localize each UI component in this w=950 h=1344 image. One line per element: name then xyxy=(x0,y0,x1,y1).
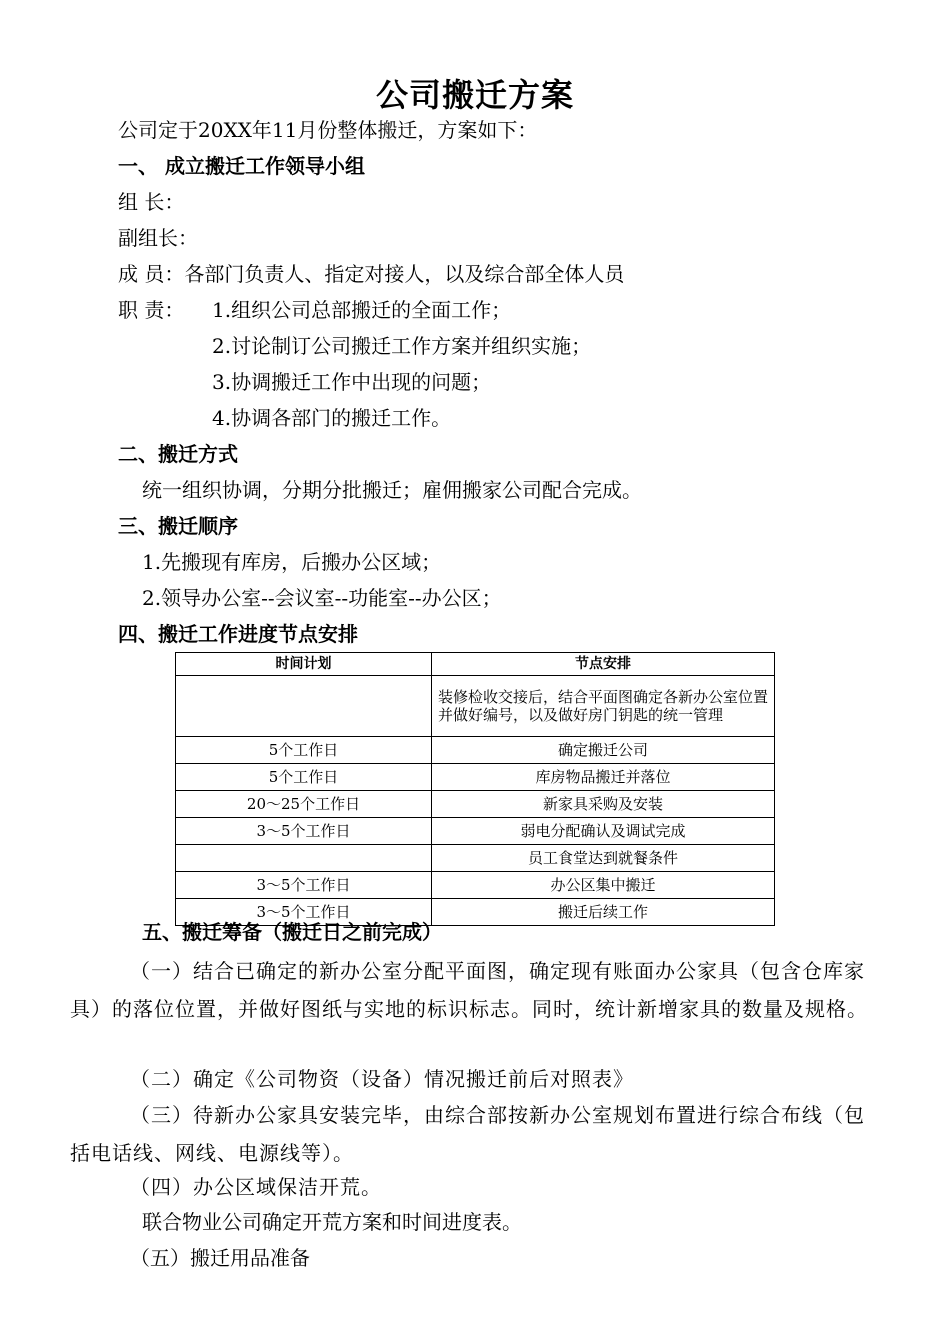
prep-paragraph-3: （三）待新办公家具安装完毕，由综合部按新办公室规划布置进行综合布线（包括电话线、网线、电源线等）。 xyxy=(70,1103,865,1165)
order-item: 1.先搬现有库房，后搬办公区域； xyxy=(142,550,442,574)
prep-paragraph-1: （一）结合已确定的新办公室分配平面图，确定现有账面办公家具（包含仓库家具）的落位位置，并做好图纸与实地的标识标志。同时，统计新增家具的数量及规格。 xyxy=(70,959,868,1021)
members-line: 成 员：各部门负责人、指定对接人，以及综合部全体人员 xyxy=(118,262,625,286)
prep-paragraph-2: （二）确定《公司物资（设备）情况搬迁前后对照表》 xyxy=(130,1067,634,1091)
time-cell: 3～5个工作日 xyxy=(176,899,432,926)
duty-item: 1.组织公司总部搬迁的全面工作； xyxy=(212,298,512,322)
section2-heading: 二、搬迁方式 xyxy=(118,442,238,466)
time-cell: 5个工作日 xyxy=(176,764,432,791)
duties-label: 职 责： xyxy=(118,298,185,322)
table-row xyxy=(176,764,775,791)
time-cell: 3～5个工作日 xyxy=(176,872,432,899)
duty-item: 4.协调各部门的搬迁工作。 xyxy=(212,406,452,430)
leader-line: 组 长： xyxy=(118,190,185,214)
table-header-row xyxy=(176,653,775,676)
table-row xyxy=(176,818,775,845)
task-cell: 办公区集中搬迁 xyxy=(432,872,775,899)
time-cell: 20～25个工作日 xyxy=(176,791,432,818)
task-cell: 确定搬迁公司 xyxy=(432,737,775,764)
section2-text: 统一组织协调，分期分批搬迁；雇佣搬家公司配合完成。 xyxy=(142,478,642,502)
task-cell: 搬迁后续工作 xyxy=(432,899,775,926)
task-cell: 新家具采购及安装 xyxy=(432,791,775,818)
time-cell xyxy=(176,845,432,872)
prep-paragraph-4-detail: 联合物业公司确定开荒方案和时间进度表。 xyxy=(142,1210,522,1234)
time-cell: 3～5个工作日 xyxy=(176,818,432,845)
order-item: 2.领导办公室--会议室--功能室--办公区； xyxy=(142,586,502,610)
task-cell: 员工食堂达到就餐条件 xyxy=(432,845,775,872)
table-row xyxy=(176,872,775,899)
time-cell: 5个工作日 xyxy=(176,737,432,764)
intro-text: 公司定于20XX年11月份整体搬迁，方案如下： xyxy=(118,118,538,142)
table-row xyxy=(176,791,775,818)
section5-heading: 五、搬迁筹备（搬迁日之前完成） xyxy=(142,920,442,944)
table-row xyxy=(176,737,775,764)
task-cell: 装修检收交接后，结合平面图确定各新办公室位置并做好编号，以及做好房门钥匙的统一管理 xyxy=(432,676,775,737)
section3-heading: 三、搬迁顺序 xyxy=(118,514,238,538)
prep-paragraph-5: （五）搬迁用品准备 xyxy=(130,1246,310,1270)
section4-heading: 四、搬迁工作进度节点安排 xyxy=(118,622,358,646)
duty-item: 2.讨论制订公司搬迁工作方案并组织实施； xyxy=(212,334,592,358)
task-cell: 库房物品搬迁并落位 xyxy=(432,764,775,791)
task-cell: 弱电分配确认及调试完成 xyxy=(432,818,775,845)
document-title: 公司搬迁方案 xyxy=(375,76,574,114)
duty-item: 3.协调搬迁工作中出现的问题； xyxy=(212,370,492,394)
deputy-line: 副组长： xyxy=(118,226,198,250)
table-row xyxy=(176,676,775,737)
schedule-table xyxy=(175,652,775,926)
header-time: 时间计划 xyxy=(176,653,432,676)
prep-paragraph-4: （四）办公区域保洁开荒。 xyxy=(130,1175,382,1199)
header-task: 节点安排 xyxy=(432,653,775,676)
table-row xyxy=(176,845,775,872)
section1-heading: 一、 成立搬迁工作领导小组 xyxy=(118,154,365,178)
time-cell xyxy=(176,676,432,737)
